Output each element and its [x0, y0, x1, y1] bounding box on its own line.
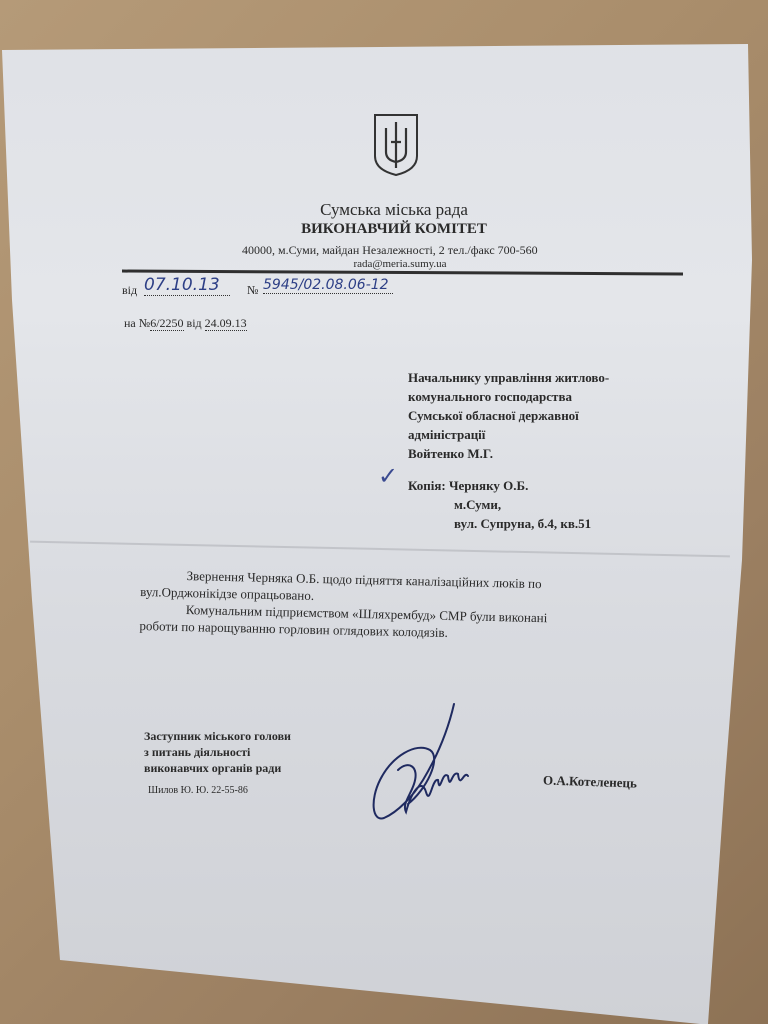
title-line: виконавчих органів ради: [144, 761, 282, 775]
body-line: роботи по нарощуванню горловин оглядових колодязів.: [139, 618, 449, 640]
outgoing-number: 5945/02.08.06-12: [263, 277, 393, 294]
committee-title: ВИКОНАВЧИЙ КОМІТЕТ: [301, 221, 487, 237]
addressee-line: Начальнику управління житлово-: [408, 370, 610, 385]
signer-name: О.А.Котеленець: [542, 772, 638, 791]
body-line: Комунальним підприємством «Шляхрембуд» СМР були виконані: [185, 602, 548, 626]
reply-to-line: [124, 316, 247, 331]
addressee-line: Сумської обласної державної: [408, 408, 579, 423]
title-line: Заступник міського голови: [144, 729, 291, 743]
body-line: вул.Орджонікідзе опрацьовано.: [140, 584, 315, 603]
email-line: rada@meria.sumy.ua: [353, 258, 447, 270]
address-line: 40000, м.Суми, майдан Незалежності, 2 тел./факс 700-560: [242, 243, 538, 257]
outgoing-date: 07.10.13: [144, 275, 230, 296]
title-line: з питань діяльності: [144, 745, 251, 759]
addressee-name: Войтенко М.Г.: [408, 446, 493, 461]
signatory-title: [144, 728, 291, 776]
addressee-line: комунального господарства: [408, 389, 572, 404]
checkmark-icon: ✓: [378, 462, 399, 490]
body-line: Звернення Черняка О.Б. щодо підняття каналізаційних люків по: [186, 568, 542, 592]
handwritten-signature: [368, 700, 488, 830]
date-label: від: [122, 283, 138, 297]
copy-street: вул. Супруна, б.4, кв.51: [454, 516, 592, 531]
letter-body: [139, 566, 668, 646]
addressee-line: адміністрації: [408, 427, 486, 442]
copy-block: [408, 476, 591, 533]
coat-of-arms-icon: [372, 112, 420, 178]
org-name: Сумська міська рада: [320, 200, 468, 219]
executor-note: Шилов Ю. Ю. 22-55-86: [148, 785, 248, 796]
addressee-block: [408, 368, 609, 463]
reply-to-label: на №: [124, 316, 151, 330]
copy-name: Черняку О.Б.: [449, 478, 529, 493]
copy-label: Копія:: [408, 478, 446, 493]
reply-to-date-label: від: [186, 316, 202, 330]
reply-to-number: 6/2250: [150, 316, 184, 330]
number-label: №: [247, 283, 259, 297]
reply-to-date: 24.09.13: [204, 316, 247, 330]
copy-city: м.Суми,: [454, 497, 502, 512]
